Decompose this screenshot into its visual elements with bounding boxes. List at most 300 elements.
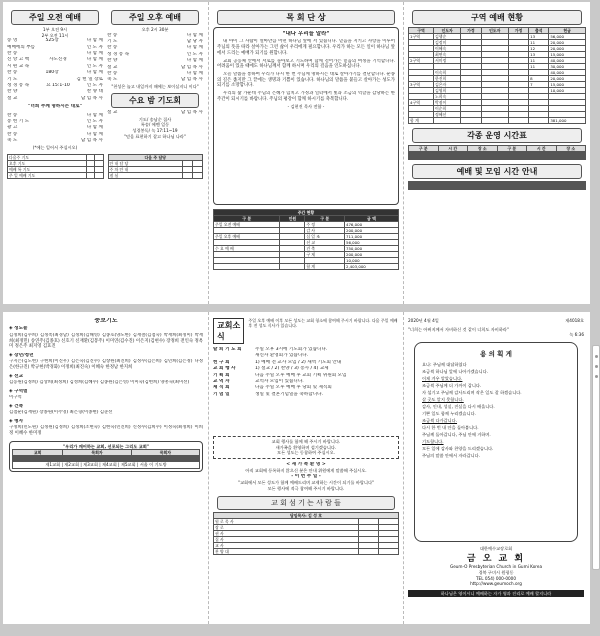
table-cell (497, 159, 527, 160)
scrollbar-marker (595, 355, 598, 358)
next-week-table (108, 154, 204, 179)
table-cell: 찬 양 대 (214, 548, 359, 554)
this-sunday-title: - 이 번 주 일 - (291, 474, 321, 480)
column-header: 구 분 (214, 216, 280, 222)
table-cell: 김영희 (433, 88, 460, 94)
table-cell (529, 118, 549, 124)
table-cell: 40,000 (549, 70, 586, 76)
table-cell: 15,000 (549, 52, 586, 58)
morning-time: 1부 오전 9시 (42, 27, 68, 32)
notice-text: 다음 주일 오후 예배 후 교회 기획 위원회 모임 (255, 372, 347, 378)
notice-title: 교회소식 (213, 318, 244, 344)
table-cell: 13 (529, 52, 549, 58)
table-cell: 수 요 예 배 (214, 246, 280, 252)
order-item: 찬 양 (7, 89, 18, 95)
meeting-row (409, 189, 586, 190)
table-cell: 오후 기도 (8, 161, 87, 167)
partner-church-table (12, 449, 200, 462)
table-cell: 합 계 (409, 118, 434, 124)
notice-text: 주일 오후 3시에 기도회가 있습니다. (255, 347, 328, 352)
cell-worship-title: 구역 예배 현황 (412, 10, 582, 25)
order-leader: 담 임 목 사 (80, 138, 103, 144)
table-cell (182, 173, 192, 179)
cover-poem-line: 감사, 인내, 성실, 진실을 다시 배웁니다. (422, 403, 495, 409)
order-leader: 다 함 께 (86, 112, 103, 118)
next-week-title: 다음 주 담당 (108, 155, 203, 161)
table-cell: 감 사 (305, 228, 345, 234)
intercession-text: 구정희(민도원) 김정원(김정희) 김정희(조현숙) 김현숙(민진희) 신정수(김희수) 이정숙(최정희) 이희정 이혜수 한미정 (9, 425, 203, 437)
sermon-title: "너희 주께 명하시는 대로" (28, 104, 82, 110)
column-header: 출석 (529, 28, 549, 34)
column-header: 구 분 (409, 146, 439, 152)
order-item: 봉 헌 기 도 (7, 119, 30, 125)
table-cell: 김은자 (433, 82, 460, 88)
church-name: 금 오 교 회 (466, 554, 526, 565)
table-cell (527, 159, 557, 160)
order-leader: 담 당 자 (186, 39, 203, 44)
church-website: http://www.geumoch.org (470, 581, 522, 587)
table-cell: 다음주 기도 (8, 155, 87, 161)
table-cell (481, 118, 508, 124)
meeting-table (408, 181, 586, 190)
intercession-text: 김정희(김수희) 김정옥(최경남) 김정희(김해영) 김종호(양도한) 김재철(김점숙) 박재희(최정미) 박재희(최정민) 송연주(김종호) 신호기 신재환(김봉주) 이미연(김수진) 이은지(김현수) 장정희 전인숙 정옥미 정은주 최지영 김효진 (9, 332, 203, 350)
table-cell: 김정미 (433, 40, 460, 46)
table-cell: 40,000 (549, 58, 586, 64)
table-cell: 안 내 담 당 (108, 161, 182, 167)
table-cell (358, 548, 378, 554)
fold-line (403, 2, 404, 304)
intercession-heading: ◈ 장년/청년 (9, 352, 34, 358)
table-cell: 박점이 (433, 100, 460, 106)
schedule-row (8, 173, 104, 179)
cover-poem-line: 자 섬기고 주님께 감사드리며 작은 일도 잘 하겠습니다. (422, 389, 522, 395)
order-item: 찬 송 (7, 131, 18, 137)
cover-poem-line: 기도합니다. (422, 438, 444, 444)
cover-poem-line: 조금씩 하나님 앞에 나아가겠습니다. (422, 368, 489, 374)
scrollbar-marker (595, 375, 598, 378)
column-header: 가정 (508, 28, 528, 34)
intercession-heading: ◈ 선교 (9, 373, 24, 379)
table-cell: 권 사 (214, 530, 359, 536)
cell-worship-table (408, 27, 586, 124)
cover-poem-line: 주님께 돌아갑니다, 주님 안에 거하며. (422, 431, 491, 437)
wednesday-footer (107, 117, 203, 139)
order-item: 광 고 (7, 125, 18, 131)
table-cell: 집 사 (214, 536, 359, 542)
notice-label: 헌 구 회 (213, 359, 230, 365)
table-cell: 750,000 (344, 246, 398, 252)
evening-order-list (107, 33, 203, 84)
table-cell: 711,000 (344, 234, 398, 240)
column-header: 목회자 (131, 450, 199, 456)
table-cell: 이숙희 (433, 70, 460, 76)
offering-table (213, 209, 399, 270)
table-cell: 서미정 (433, 58, 460, 64)
issue-date: 2020년 4월 4일 (408, 318, 439, 323)
pastoral-paragraph: 오늘 말씀을 통하여 우리가 다시 한 번 주님께 명하시는 대로 살아가기를 결단합니다. 순종의 길은 좁지만 그 끝에는 생명과 기쁨이 있습니다. 하나님의 말씀을 붙들고 살아가는 성도가 되기를 소망합니다. (217, 71, 395, 89)
evening-quote: "천성은 늘고 내일까지 때에는 보이실지니 이다" (111, 83, 199, 89)
table-cell (497, 189, 541, 190)
fold-line (208, 2, 209, 304)
church-info (408, 546, 584, 587)
order-leader: 인 도 자 (86, 119, 103, 125)
cover-poem-line: 살 곳도 알지 못합니다. (422, 396, 464, 402)
this-sunday-line: 모든 행사에 적극 참여해 주시기 바랍니다. (267, 486, 345, 492)
table-cell: 합 계 (305, 264, 345, 270)
fold-line (208, 312, 209, 624)
column-header: 목회자 (63, 450, 131, 456)
table-cell: 56,000 (344, 240, 398, 246)
table-cell: 원 로 목 사 (214, 518, 359, 524)
bulletin-outer-spread (3, 312, 590, 624)
table-cell: 8 (529, 76, 549, 82)
table-cell: 10,000 (344, 258, 398, 264)
table-cell: 주 정 (305, 222, 345, 228)
schedule-row (409, 159, 586, 160)
table-cell: 10,000 (549, 88, 586, 94)
order-item: 성 경 봉 독 (7, 83, 30, 89)
cover-poem-line: 기쁜 일도 함께 누리겠습니다. (422, 410, 476, 416)
cover-poem-line: 다시 한 번 내 안을 돌아봅니다. (422, 424, 479, 430)
notice-label: 교 역 자 (213, 379, 230, 385)
cover-poem-title: 용 의 획 게 (480, 349, 512, 358)
wednesday-footer-line: 특송/ 에벤 일동 (140, 122, 170, 128)
order-item: 찬 송 (107, 71, 118, 77)
order-leader: 다 함 께 (86, 70, 103, 76)
notice-highlight-line: 새가족을 환영하며 섬기겠습니다. (275, 444, 337, 450)
order-leader: 담 임 목 사 (180, 110, 203, 116)
table-cell: 건 축 (305, 246, 345, 252)
table-cell (541, 189, 585, 190)
cell-row (409, 118, 586, 124)
intercession-title: 중보기도 (94, 318, 118, 324)
notice-dashed-box (213, 436, 399, 459)
notice-highlight-line: 교회 행사를 함께 해 주시기 바랍니다. (271, 439, 341, 445)
column-header: 장 소 (468, 146, 498, 152)
column-header: 시 간 (438, 146, 468, 152)
pastoral-column (213, 8, 399, 298)
table-cell (280, 264, 305, 270)
order-leader: 다 함 께 (86, 125, 103, 131)
notice-column (213, 318, 399, 618)
table-cell: 2,403,000 (344, 264, 398, 270)
table-cell: 200,000 (344, 252, 398, 258)
table-cell (192, 173, 202, 179)
intercession-text: 김점순(김재원) 장종원(이주영) 최은형(이종현) 김준선 (9, 410, 113, 416)
column-header: 구 분 (497, 146, 527, 152)
order-detail: 요 15:1-10 (46, 83, 70, 89)
notice-label: 기 획 회 (213, 372, 230, 378)
notice-text: 새신자 환영회가 있습니다. (255, 353, 309, 359)
table-cell: 15,000 (549, 82, 586, 88)
column-header: 금 액 (344, 216, 398, 222)
intercession-heading: ◈ 구역별 (9, 388, 28, 394)
church-english-name: Geum-O Presbyterian Church in Gumi Korea (449, 564, 543, 570)
staff-title: 교 회 섬 기 는 사 람 들 (217, 496, 395, 510)
schedule-title: 각종 운영 시간표 (412, 128, 582, 143)
table-cell: 주 일 예배 기도 (8, 173, 87, 179)
order-item: 송 영 (7, 38, 18, 44)
order-leader: 다 함 께 (186, 71, 203, 77)
table-cell: 56,000 (549, 34, 586, 40)
table-cell (438, 159, 468, 160)
intercession-heading: ◈ 병자 (9, 419, 24, 425)
offering-title: 주간 현황 (214, 210, 399, 216)
church-address: 경북 구미시 원평동 (478, 569, 514, 575)
next-week-row (108, 173, 203, 179)
morning-order-list-2 (7, 113, 103, 145)
order-item: 신 앙 고 백 (7, 57, 30, 63)
column-header: 인도자 (433, 28, 460, 34)
order-item: 축 도 (107, 77, 118, 83)
table-cell: 12 (529, 46, 549, 52)
column-header: 장 소 (556, 146, 586, 152)
order-leader: 김 헌 일 장로 (76, 76, 103, 82)
table-cell (508, 118, 528, 124)
pastoral-paragraph: 내 아이 그 사람이 얼마만큼 어떤 하나님 앞에 서 있습니다. 믿음을 지키고 사랑을 이루어 주님의 뜻을 따라 살아가는 그런 삶이 우리에게 필요합니다. 우리가 하는 모든 일이 하나님 앞에서 드리는 예배가 되기를 원합니다. (217, 39, 395, 56)
pastoral-paragraph: 우리의 삶 가운데 주님의 은혜가 넘치고 가정과 일터에서 빛과 소금의 역할을 감당하는 한 주간이 되시기를 바랍니다. 주님의 평강이 함께 하시기를 축복합니다. (217, 91, 395, 102)
table-cell: 11 (529, 64, 549, 70)
notice-highlight-line: 모든 성도는 동참하여 주십시오. (277, 450, 335, 456)
order-item: 찬 송 (7, 70, 18, 76)
column-header: 교회 (13, 450, 63, 456)
table-cell: 선 교 (305, 240, 345, 246)
column-header: 시 간 (527, 146, 557, 152)
partner-church-box (9, 441, 203, 472)
morning-order-list (7, 38, 103, 102)
bulletin-inner-spread (3, 2, 590, 304)
intercession-column (9, 318, 203, 618)
table-cell (95, 173, 103, 179)
fold-line (403, 312, 404, 624)
intercession-heading: ◈ 건축 (9, 403, 24, 409)
table-cell: 30,000 (549, 64, 586, 70)
table-cell (378, 548, 398, 554)
table-cell (87, 173, 95, 179)
table-cell: 20,000 (549, 40, 586, 46)
morning-time: 2부 오전 11시 (41, 32, 69, 38)
order-item: 찬 송 (7, 51, 18, 56)
pastoral-headline: "내나 우리들 알라" (282, 31, 330, 37)
order-leader: 다 함 께 (186, 45, 203, 51)
order-leader: 인 도 자 (86, 83, 103, 89)
pastoral-text (217, 39, 395, 102)
standing-note: (*에는 일어서 주십시오) (32, 144, 78, 150)
table-cell: 200,000 (344, 228, 398, 234)
table-cell: 3구역 (409, 82, 434, 88)
table-cell: 예배 특 기도 (8, 167, 87, 173)
cover-column (408, 318, 584, 618)
viewer-scrollbar[interactable] (592, 345, 600, 570)
table-cell: 구 제 (305, 252, 345, 258)
sunday-evening-title: 주일 오후 예배 (111, 10, 199, 25)
table-cell: 이순희 (433, 106, 460, 112)
order-item: 예배에의 부름 (7, 44, 36, 50)
intercession-text: 이구역 (9, 395, 22, 401)
pastoral-box (213, 27, 399, 205)
order-leader: 인 도 자 (86, 63, 103, 69)
order-item: 찬 송 (7, 112, 18, 118)
notice-label: 탈 퇴 기 도 회 (213, 347, 242, 352)
cover-poem-line: 요나: 주님께 대답하였다 (422, 361, 467, 367)
table-cell (409, 189, 453, 190)
column-header: 헌금 (549, 28, 586, 34)
table-cell: 20,000 (549, 46, 586, 52)
this-sunday-line: "교회에서 모든 성도가 함께 예배드리며 교제하는 시간이 되기를 바랍니다" (238, 480, 374, 486)
order-item: 성 경 봉 독 (107, 51, 130, 57)
table-cell (433, 118, 460, 124)
table-cell: 주일 오전 예배 (214, 222, 280, 228)
wednesday-footer-line: 기도/ 송남순 집사 (138, 116, 172, 122)
notice-label: 교 회 행 사 (213, 366, 236, 372)
staff-head: 담임목사: 김 성 호 (214, 512, 399, 518)
order-item: 설 교 (107, 64, 118, 70)
order-leader: 인 도 자 (86, 44, 103, 50)
order-detail: 사도신경 (49, 57, 67, 63)
table-cell: 381,000 (549, 118, 586, 124)
table-cell: 476,000 (344, 222, 398, 228)
table-cell: 1구역 (409, 34, 434, 40)
wednesday-footer-line: 성경봉독/ 눅 17:11~19 (132, 128, 178, 134)
table-cell: 20,000 (549, 76, 586, 82)
cover-poem-line: 조금씩 주님께 더 가까이 갑니다. (422, 382, 482, 388)
order-detail: 525장 (45, 38, 59, 44)
table-cell: 2구역 (409, 58, 434, 64)
cover-poem-line: 모든 일에 감사와 찬양을 드리겠습니다. (422, 445, 494, 451)
order-detail: 180장 (45, 70, 59, 76)
order-item: 기 도 (7, 76, 18, 82)
cover-verse: "너희는 아버지께서 자비하신 것 같이 너희도 자비하라" (408, 326, 509, 332)
order-item: 찬 송 (107, 45, 118, 51)
notice-text: 교역자 모임이 있습니다. (255, 379, 304, 385)
table-cell (214, 264, 280, 270)
cover-verse-ref: 눅 6:36 (569, 332, 584, 338)
table-cell: 13 (529, 34, 549, 40)
table-cell (468, 159, 498, 160)
table-cell: 7 (529, 82, 549, 88)
meeting-title: 예배 및 모임 시간 안내 (412, 164, 582, 179)
intercession-heading: ◈ 성도들 (9, 326, 28, 332)
table-cell: 한진희 (433, 76, 460, 82)
notice-text: 1) 설교 / 2) 찬양 / 3) 봉사 / 4) 교제 (255, 366, 329, 372)
column-header: 가정 (461, 28, 481, 34)
notice-text: 생일 및 결혼기념일을 축하합니다. (255, 391, 323, 397)
order-leader: 다 함 께 (86, 131, 103, 137)
notice-text: 다음 주일 오후 예배 후 당회 및 제직회 (255, 385, 332, 391)
table-cell: 점 심 (108, 173, 182, 179)
order-leader: 인 도 자 (186, 51, 203, 57)
table-cell: 장 로 (214, 524, 359, 530)
cover-poem-line: 조금씩 다가갑니다. (422, 417, 458, 423)
order-leader: 찬 양 대 (86, 89, 103, 95)
stats-column (408, 8, 586, 298)
welcome-line: 아직 교회에 등록하지 않으신 분은 안내 위원에게 말씀해 주십시오. (245, 468, 367, 474)
pastoral-paragraph: 교회 공동체 안에서 서로를 돌아보고 기도하며 함께 걸어가는 믿음의 여정을 기억합니다. 어려움이 있을 때에도 하나님께서 함께 하시며 우리의 걸음을 인도하십니다. (217, 58, 395, 70)
notice-item (213, 392, 399, 398)
order-leader: 담 임 목 사 (80, 95, 103, 101)
notice-list (213, 347, 399, 398)
table-cell: 십 일 조 (305, 234, 345, 240)
issue-number: 제4018호 (565, 318, 584, 323)
cover-poem-line: 주님의 말씀 안에서 자라갑니다. (422, 452, 480, 458)
table-cell: 이혜숙 (433, 46, 460, 52)
church-phone: TEL 054) 000-0000 (476, 575, 516, 581)
column-header: 구역 (409, 28, 434, 34)
notice-text: 1) 예배 전 교사 모임 / 2) 새벽 기도회 안내 (255, 359, 342, 365)
column-header: 구 분 (305, 216, 345, 222)
table-cell (453, 189, 497, 190)
intercession-sections (9, 326, 203, 436)
table-cell (409, 159, 439, 160)
table-cell (461, 118, 481, 124)
table-cell: 4구역 (409, 100, 434, 106)
intercession-text: 구지은(김도현) 구현희(이진우) 김은숙(김진수) 김창원(최진희) 김정수(김은희) 김민희(김은정) 나정은(한규진) 박규현(박경화) 이정희(최진숙) 이혜숙 한정남 한지희 (9, 359, 203, 371)
order-item: 시 편 교 독 (7, 63, 30, 69)
partner-church-footer: 제1교회 | 제2교회 | 제3교회 | 제4교회 | 제5교회 | 서울 이 기도방 (12, 462, 200, 469)
wednesday-title: 수요 밤 기도회 (111, 93, 199, 108)
partner-church-title: "우리가 깨어하는 교회, 선포되는 그리도 교회" (62, 443, 150, 449)
pastoral-title: 목 회 단 상 (217, 10, 395, 25)
table-cell: 교 사 (214, 542, 359, 548)
prayer-schedule-table (7, 154, 104, 179)
order-item: 축 도 (7, 138, 18, 144)
table-cell: 주일 오후 예배 (214, 234, 280, 240)
order-item: 설 교 (7, 95, 18, 101)
order-leader: 다 함 께 (186, 32, 203, 38)
cover-poem-line: 이제 겨우 알았습니다. (422, 375, 463, 381)
sunday-morning-title: 주일 오전 예배 (11, 10, 99, 25)
schedule-table (408, 145, 586, 160)
order-item: 찬 양 (107, 58, 118, 64)
table-cell: 최연숙 (433, 52, 460, 58)
order-leader: 담 임 목 사 (180, 64, 203, 70)
table-cell: 정혜선 (433, 112, 460, 118)
staff-table (213, 512, 399, 555)
order-item: 설 교 (107, 110, 118, 116)
order-leader: 다 함 께 (86, 38, 103, 44)
order-leader: 담 임 목 사 (180, 77, 203, 83)
column-header: 인도자 (481, 28, 508, 34)
notice-label: 제 직 회 (213, 385, 230, 391)
table-cell (556, 159, 586, 160)
table-cell: 주 차 안 내 (108, 167, 182, 173)
wednesday-footer-line: "믿음 표현하기 잘고 하나님 나라" (124, 133, 186, 139)
order-leader: 다 함 께 (86, 57, 103, 63)
order-item: 기 도 (107, 39, 118, 44)
cover-poem-box (414, 342, 578, 542)
table-cell: 11 (529, 58, 549, 64)
offering-row (214, 264, 399, 270)
order-leader: 다 함 께 (186, 58, 203, 64)
worship-order-column (7, 8, 203, 298)
cover-footer: 하나님은 영이시니 예배하는 자가 영과 진리로 예배 할지니라 (408, 590, 584, 598)
evening-time: 오후 2시 30분 (141, 27, 169, 32)
staff-row (214, 548, 399, 554)
scrollbar-marker (595, 365, 598, 368)
table-cell: 노희숙 (433, 94, 460, 100)
intercession-text: 김동원(김정희) 김상희(최정희) 김성희(김혜수) 김종원(김은영) 이미숙(김현희) 양흥숙(최미선) (9, 380, 190, 386)
table-cell: 11 (529, 40, 549, 46)
pastoral-signature: - 김현진 목사 전합 - (287, 104, 325, 110)
notice-intro: 주일 오후 예배 이후 모든 성도는 교회 청소에 참여해 주시기 바랍니다. 다음 주일 예배 후 전 성도 식사가 있습니다. (248, 318, 398, 328)
order-item: 찬 송 (107, 32, 118, 38)
church-org: 대한예수교장로회 (479, 545, 513, 551)
column-header: 인원 (280, 216, 305, 222)
order-row (7, 96, 103, 102)
weekly-title: < 새 가 족 환 영 > (286, 462, 326, 468)
notice-label: 기 념 일 (213, 391, 230, 397)
order-leader: 다 함 께 (86, 51, 103, 56)
